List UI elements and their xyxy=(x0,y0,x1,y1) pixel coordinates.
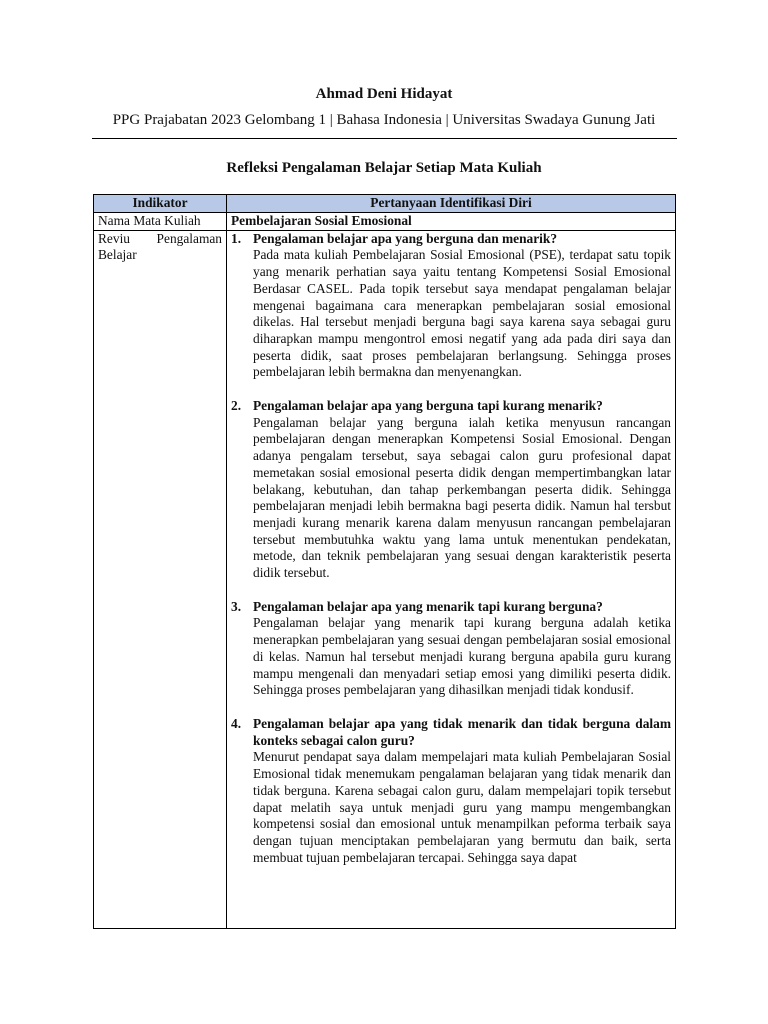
column-header-indikator: Indikator xyxy=(94,195,227,213)
question-answer: Pengalaman belajar yang menarik tapi kurang berguna adalah ketika menerapkan pembelajaran yang sesuai dengan pembelajaran sosial emosional di kelas. Namun hal tersebut menjadi kurang berguna apabila guru kurang mampu mengenali dan menyadari setiap emosi yang dimiliki peserta didik. Sehingga proses pembelajaran yang dihasilkan menjadi tidak kondusif. xyxy=(253,615,671,698)
review-label: Reviu Pengalaman Belajar xyxy=(94,230,227,928)
header-divider xyxy=(92,138,677,139)
review-content xyxy=(227,230,676,928)
question-body xyxy=(253,716,671,866)
question-item xyxy=(231,231,671,381)
column-header-pertanyaan: Pertanyaan Identifikasi Diri xyxy=(227,195,676,213)
question-list xyxy=(231,231,671,928)
author-name: Ahmad Deni Hidayat xyxy=(315,86,453,102)
question-body xyxy=(253,231,671,381)
course-value: Pembelajaran Sosial Emosional xyxy=(227,213,676,231)
question-body xyxy=(253,398,671,582)
question-answer: Menurut pendapat saya dalam mempelajari mata kuliah Pembelajaran Sosial Emosional tidak menemukam pengalaman belajaran yang tidak menarik dan tidak berguna. Karena sebagai calon guru, dalam mempelajari topik tersebut dapat melatih saya untuk menjadi guru yang mampu mengembangkan kompetensi sosial dan emosional untuk menampilkan peforma terbaik saya dengan tujuan menciptakan pembelajaran yang bermutu dan baik, serta membuat tujuan pembelajaran tercapai. Sehingga saya dapat xyxy=(253,749,671,865)
question-item xyxy=(231,716,671,866)
document-title: Refleksi Pengalaman Belajar Setiap Mata Kuliah xyxy=(226,160,542,176)
question-number: 2. xyxy=(231,398,242,414)
question-number: 3. xyxy=(231,598,242,614)
question-number: 1. xyxy=(231,230,242,246)
question-title: Pengalaman belajar apa yang menarik tapi kurang berguna? xyxy=(253,598,603,614)
question-title: Pengalaman belajar apa yang tidak menarik dan tidak berguna dalam konteks sebagai calon guru? xyxy=(253,715,671,748)
affiliation-line: PPG Prajabatan 2023 Gelombang 1 | Bahasa Indonesia | Universitas Swadaya Gunung Jati xyxy=(112,112,656,128)
question-title: Pengalaman belajar apa yang berguna dan menarik? xyxy=(253,230,558,246)
table-header-row xyxy=(94,195,676,213)
reflection-table xyxy=(93,194,676,929)
question-answer: Pengalaman belajar yang berguna ialah ketika menyusun rancangan pembelajaran dengan menerapkan Kompetensi Sosial Emosional. Dengan adanya pengalam tersebut, saya sebagai calon guru profesional dapat memetakan sosial emosional peserta didik dengan mempertimbangkan latar belakang, kebutuhan, dan tahap perkembangan peserta didik. Sehingga pembelajaran menjadi lebih bermakna bagi peserta didik. Namun hal tersbut menjadi kurang menarik karena dalam menyusun rancangan pembelajaran tersebut membutuhka waktu yang lama untuk menentukan pendekatan, metode, dan teknik pembelajaran yang sesuai dengan karakteristik peserta didik tersebut. xyxy=(253,414,671,581)
course-label: Nama Mata Kuliah xyxy=(94,213,227,231)
question-number: 4. xyxy=(231,715,242,731)
table-row-course xyxy=(94,213,676,231)
question-answer: Pada mata kuliah Pembelajaran Sosial Emosional (PSE), terdapat satu topik yang menarik perhatian saya yaitu tentang Kompetensi Sosial Emosional Berdasar CASEL. Pada topik tersebut saya mendapat pengalaman belajar mengenai bagaimana cara menerapkan pembelajaran sosial emosional dikelas. Hal tersebut menjadi berguna bagi saya karena saya sebagai guru diharapkan mampu mengontrol emosi negatif yang ada pada diri saya dan peserta didik, saat proses pembelajaran berlangsung. Sehingga proses pembelajaran lebih bermakna dan menyenangkan. xyxy=(253,247,671,380)
question-item xyxy=(231,599,671,699)
question-item xyxy=(231,398,671,582)
table-row-review xyxy=(94,230,676,928)
question-title: Pengalaman belajar apa yang berguna tapi kurang menarik? xyxy=(253,398,603,414)
question-body xyxy=(253,599,671,699)
